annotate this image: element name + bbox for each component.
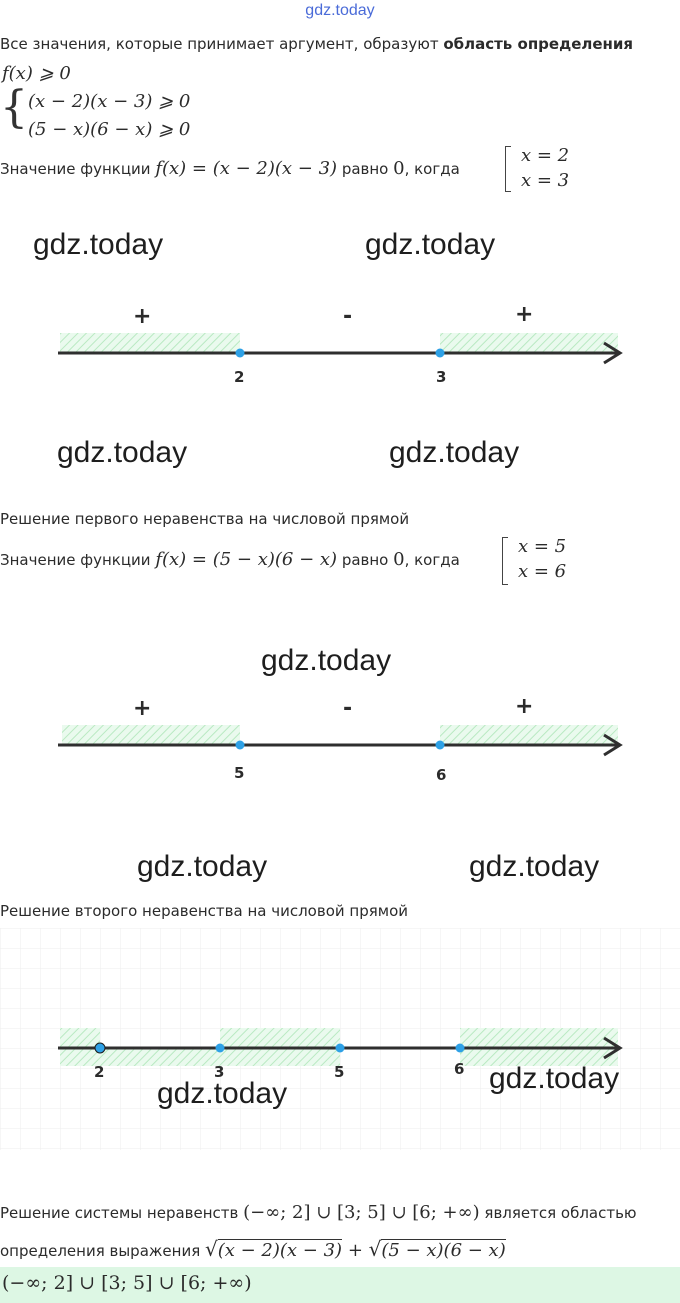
conclusion-line-2 [0, 1237, 506, 1261]
watermark: gdz.today [57, 436, 188, 469]
solution-region-left [60, 333, 240, 353]
answer-box [0, 1267, 680, 1303]
zeros1-mid: равно [337, 160, 394, 178]
sign-minus: - [343, 696, 353, 721]
point-5 [336, 1044, 345, 1053]
zeros2-bracket [502, 537, 508, 585]
label-point-2: 2 [234, 368, 245, 386]
zeros2-zero: 0 [393, 549, 405, 570]
zeros1-text [0, 158, 460, 179]
zeros2-formula: f(x) = (5 − x)(6 − x) [155, 549, 338, 570]
solution-region-c [460, 1028, 618, 1048]
watermark: gdz.today [469, 850, 600, 883]
point-3 [216, 1044, 225, 1053]
sqrt-sign: √ [204, 1237, 218, 1261]
solution-region-left [62, 725, 240, 745]
watermark: gdz.today [261, 644, 392, 677]
watermark: gdz.today [365, 228, 496, 261]
point-6 [456, 1044, 465, 1053]
conclusion-set: (−∞; 2] ∪ [3; 5] ∪ [6; +∞) [243, 1202, 480, 1223]
label-point-2: 2 [94, 1063, 105, 1081]
caption-2: Решение второго неравенства на числовой прямой [0, 902, 408, 920]
system-row-2: (5 − x)(6 − x) ⩾ 0 [28, 119, 191, 140]
zeros1-suffix: , когда [404, 160, 460, 178]
answer: (−∞; 2] ∪ [3; 5] ∪ [6; +∞) [2, 1272, 252, 1294]
number-line-3 [0, 928, 680, 1150]
sign-plus-left: + [133, 696, 152, 721]
zeros2-suffix: , когда [404, 551, 460, 569]
conclusion-line2-prefix: определения выражения [0, 1242, 205, 1260]
solution-region-right [440, 333, 618, 353]
point-6 [436, 741, 445, 750]
zeros2-text [0, 549, 460, 570]
conclusion-suffix: является областью [479, 1204, 637, 1222]
zeros1-bracket [505, 146, 511, 192]
watermark: gdz.today [489, 1062, 620, 1095]
sign-plus-left: + [133, 304, 152, 329]
watermark: gdz.today [389, 436, 520, 469]
intro-bold: область определения [443, 35, 634, 53]
watermark-top: gdz.today [305, 2, 375, 19]
zeros2-root2: x = 6 [518, 561, 567, 582]
system-brace: { [0, 82, 28, 133]
solution-region-right [440, 725, 618, 745]
zeros1-root2: x = 3 [521, 170, 570, 191]
point-3 [436, 349, 445, 358]
solution-region-b [220, 1028, 340, 1048]
point-5 [236, 741, 245, 750]
watermark: gdz.today [33, 228, 164, 261]
sqrt-expr-2: (5 − x)(6 − x) [381, 1240, 506, 1261]
system-row-1: (x − 2)(x − 3) ⩾ 0 [28, 91, 191, 112]
sign-plus-right: + [515, 694, 534, 719]
label-point-3: 3 [436, 368, 447, 386]
caption-1: Решение первого неравенства на числовой прямой [0, 510, 410, 528]
label-point-6: 6 [436, 766, 447, 784]
point-2 [236, 349, 245, 358]
condition: f(x) ⩾ 0 [2, 63, 71, 84]
intro-text [0, 35, 633, 53]
number-line-1 [0, 300, 680, 390]
zeros1-zero: 0 [393, 158, 405, 179]
label-point-5: 5 [334, 1063, 345, 1081]
zeros1-prefix: Значение функции [0, 160, 156, 178]
solution-region-a [60, 1028, 100, 1048]
zeros2-root1: x = 5 [518, 536, 567, 557]
sign-plus-right: + [515, 302, 534, 327]
zeros1-formula: f(x) = (x − 2)(x − 3) [155, 158, 338, 179]
label-point-5: 5 [234, 764, 245, 782]
plus-sign: + [342, 1240, 369, 1261]
conclusion-prefix: Решение системы неравенств [0, 1204, 244, 1222]
zeros2-mid: равно [337, 551, 394, 569]
sign-minus: - [343, 304, 353, 329]
label-point-6: 6 [454, 1060, 465, 1078]
sqrt-sign: √ [368, 1237, 382, 1261]
number-line-2 [0, 692, 680, 782]
intro-plain: Все значения, которые принимает аргумент, образуют [0, 35, 444, 53]
zeros2-prefix: Значение функции [0, 551, 156, 569]
conclusion-line-1 [0, 1202, 637, 1223]
label-point-3: 3 [214, 1063, 225, 1081]
watermark: gdz.today [157, 1077, 288, 1110]
watermark: gdz.today [137, 850, 268, 883]
sqrt-expr-1: (x − 2)(x − 3) [217, 1240, 343, 1261]
zeros1-root1: x = 2 [521, 145, 570, 166]
point-2 [95, 1043, 105, 1053]
